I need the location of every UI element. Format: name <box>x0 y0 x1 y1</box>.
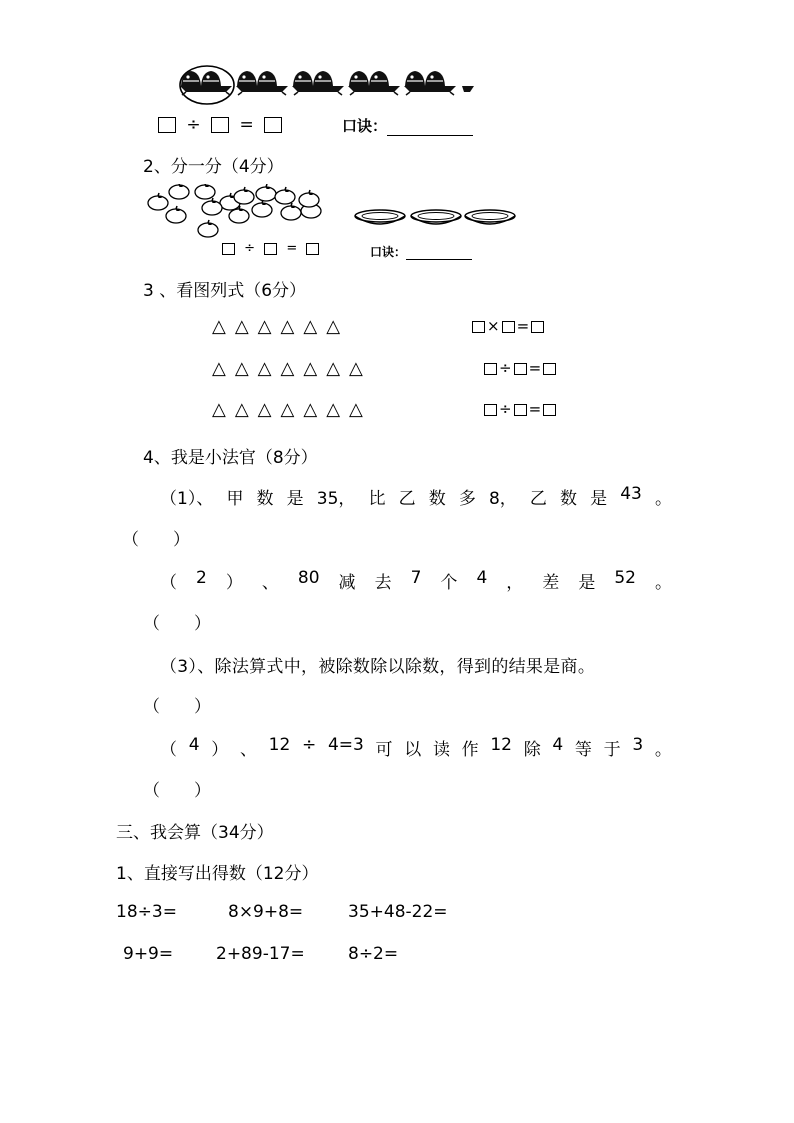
answer-box[interactable] <box>306 243 319 255</box>
statement-token: （1）、 <box>160 489 214 509</box>
q3-formula-1 <box>472 317 544 335</box>
bird-nest-group <box>180 71 232 95</box>
statement-token: 、 <box>239 740 257 760</box>
answer-box[interactable] <box>264 117 282 133</box>
equals-sign: = <box>528 359 542 377</box>
apple <box>169 184 189 199</box>
divide-sign: ÷ <box>244 241 256 256</box>
plate <box>465 210 515 224</box>
apple <box>299 190 319 207</box>
statement-token: 。 <box>654 489 672 509</box>
question-3-title: 3 、看图列式（6分） <box>143 281 307 301</box>
answer-box[interactable] <box>514 363 527 375</box>
question-2-title: 2、分一分（4分） <box>143 157 284 177</box>
statement-token: 80 <box>297 568 320 588</box>
triangle-row: △△△△△△△ <box>212 358 372 379</box>
statement-token: 4 <box>476 568 488 588</box>
statement-token: 可 <box>375 740 393 760</box>
multiply-sign: × <box>487 317 500 335</box>
statement-token: 4 <box>188 735 200 755</box>
q2-formula <box>222 241 319 256</box>
answer-box[interactable] <box>484 404 497 416</box>
koujue-blank[interactable] <box>387 119 473 136</box>
divide-sign: ÷ <box>499 359 512 377</box>
statement-token: 数 <box>560 489 577 509</box>
plates-image <box>352 206 520 232</box>
bird-nest-group <box>348 71 400 95</box>
statement-token: 多 <box>458 489 476 509</box>
statement-token: 8， <box>488 489 517 509</box>
triangle-row: △△△△△△△ <box>212 399 372 420</box>
judge-statement-3: （3）、除法算式中，被除数除以除数，得到的结果是商。 <box>160 657 596 677</box>
answer-box[interactable] <box>264 243 277 255</box>
top-koujue <box>342 115 473 136</box>
nest-fragment <box>462 86 474 92</box>
answer-box[interactable] <box>211 117 229 133</box>
answer-box[interactable] <box>472 321 485 333</box>
calc-problem: 8×9+8= <box>228 902 304 922</box>
triangle-row: △△△△△△ <box>212 316 350 337</box>
statement-token: ， <box>506 573 524 593</box>
answer-box[interactable] <box>502 321 515 333</box>
answer-box[interactable] <box>543 363 556 375</box>
q2-koujue <box>370 243 472 260</box>
apple <box>256 184 276 201</box>
statement-token: 于 <box>603 740 621 760</box>
koujue-blank[interactable] <box>406 246 472 260</box>
statement-token: 52 <box>614 568 636 588</box>
statement-token: 比 <box>368 489 386 509</box>
calc-problem: 2+89-17= <box>216 944 305 964</box>
apple <box>148 193 168 210</box>
statement-token: ÷ <box>301 735 317 755</box>
koujue-label: 口诀： <box>370 245 407 259</box>
statement-token: 4=3 <box>327 735 364 755</box>
statement-token: 是 <box>286 489 304 509</box>
statement-token: 乙 <box>529 489 547 509</box>
apple <box>234 187 254 204</box>
judge-statement-1 <box>160 484 672 509</box>
answer-box[interactable] <box>484 363 497 375</box>
equals-sign: = <box>528 400 542 418</box>
statement-token: 12 <box>490 735 512 755</box>
statement-token: 数 <box>256 489 274 509</box>
statement-token: （ <box>160 740 177 760</box>
answer-box[interactable] <box>514 404 527 416</box>
plate <box>411 210 461 224</box>
statement-token: 2 <box>196 568 207 588</box>
answer-box[interactable] <box>158 117 176 133</box>
divide-sign: ÷ <box>186 115 201 135</box>
judge-statement-4 <box>160 735 672 760</box>
statement-token: 以 <box>404 740 422 760</box>
apple <box>202 198 222 215</box>
statement-token: ） <box>225 573 243 593</box>
statement-token: 35， <box>316 489 356 509</box>
statement-token: 12 <box>268 735 291 755</box>
apple <box>195 184 215 199</box>
statement-token: 作 <box>461 740 479 760</box>
calc-problem: 9+9= <box>123 944 174 964</box>
judge-statement-2 <box>160 568 672 593</box>
statement-token: 甲 <box>226 489 244 509</box>
statement-token: 43 <box>620 484 642 504</box>
equals-sign: = <box>286 241 298 256</box>
plate <box>355 210 405 224</box>
bird-nest-group <box>404 71 456 95</box>
statement-token: 减 <box>338 573 356 593</box>
answer-box[interactable] <box>222 243 235 255</box>
apple <box>252 200 272 217</box>
statement-token: 个 <box>440 573 458 593</box>
apple <box>281 203 301 220</box>
q3-formula-3 <box>484 400 556 418</box>
section-3-subtitle: 1、直接写出得数（12分） <box>116 864 319 884</box>
apple <box>166 206 186 223</box>
judge-answer-paren[interactable]: （ ） <box>143 781 211 801</box>
statement-token: 除 <box>523 740 541 760</box>
statement-token: 。 <box>654 740 672 760</box>
answer-box[interactable] <box>543 404 556 416</box>
judge-answer-paren[interactable]: （ ） <box>143 614 211 634</box>
calc-problem: 35+48-22= <box>348 902 448 922</box>
statement-token: 数 <box>428 489 446 509</box>
calc-problem: 18÷3= <box>116 902 177 922</box>
divide-sign: ÷ <box>499 400 512 418</box>
equals-sign: = <box>239 115 254 135</box>
equals-sign: = <box>516 317 530 335</box>
statement-token: 7 <box>410 568 422 588</box>
statement-token: 4 <box>552 735 564 755</box>
apple <box>275 187 295 204</box>
judge-answer-paren[interactable]: （ ） <box>143 697 211 717</box>
question-4-title: 4、我是小法官（8分） <box>143 448 318 468</box>
birds-in-nests-image <box>178 64 478 108</box>
statement-token: 、 <box>261 573 279 593</box>
statement-token: 去 <box>374 573 392 593</box>
statement-token: 。 <box>654 573 672 593</box>
bird-nest-group <box>292 71 344 95</box>
judge-answer-paren[interactable]: （ ） <box>122 530 190 550</box>
statement-token: （ <box>160 573 177 593</box>
section-3-title: 三、我会算（34分） <box>116 823 274 843</box>
statement-token: 等 <box>574 740 592 760</box>
q3-formula-2 <box>484 359 556 377</box>
calc-problem: 8÷2= <box>348 944 399 964</box>
statement-token: 是 <box>590 489 608 509</box>
statement-token: 乙 <box>398 489 416 509</box>
top-formula <box>158 115 282 135</box>
statement-token: 读 <box>432 740 450 760</box>
statement-token: 3 <box>632 735 644 755</box>
statement-token: ） <box>211 740 229 760</box>
answer-box[interactable] <box>531 321 544 333</box>
statement-token: 是 <box>578 573 596 593</box>
koujue-label: 口诀： <box>342 117 388 135</box>
bird-nest-group <box>236 71 288 95</box>
apples-image <box>146 184 336 244</box>
statement-token: 差 <box>542 573 560 593</box>
apple <box>198 220 218 237</box>
